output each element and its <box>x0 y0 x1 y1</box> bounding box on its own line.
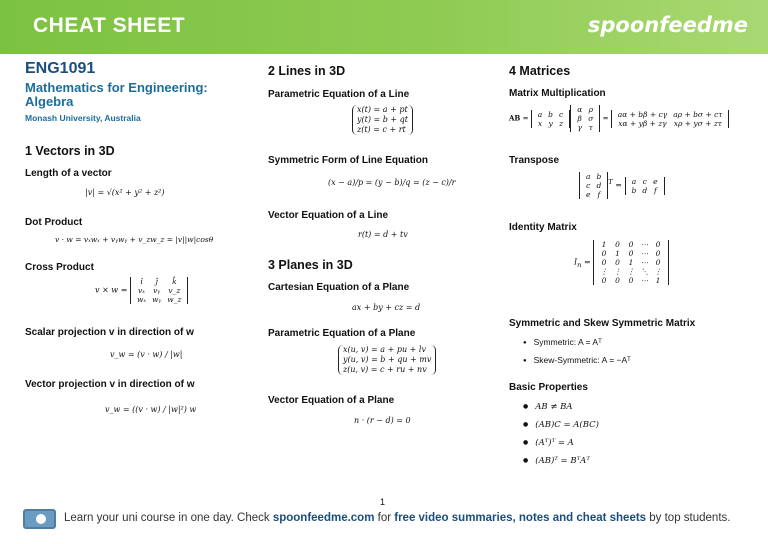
vector-proj-eq: v_w = ((v · w) / |w|²) w <box>105 405 197 414</box>
footer-text: Learn your uni course in one day. Check spoonfeedme.com for free video summaries, notes and cheat sheets by top students. <box>64 512 731 524</box>
skew-item: ● Skew-Symmetric: A = −Aᵀ <box>523 355 631 365</box>
section-lines: 2 Lines in 3D <box>268 64 346 78</box>
column-3 <box>509 60 759 480</box>
cross-matrix: î ĵ k̂ vₓ vᵧ v_z wₓ wᵧ w_z <box>130 277 188 304</box>
cross-title: Cross Product <box>25 262 94 273</box>
basic-item: ● (AB)C = A(BC) <box>523 420 599 430</box>
course-code: ENG1091 <box>25 60 96 77</box>
mult-title: Matrix Multiplication <box>509 88 606 99</box>
symmetric-eq: (x − a)/p = (y − b)/q = (z − c)/r <box>328 178 456 187</box>
basic-title: Basic Properties <box>509 382 588 393</box>
param-line-title: Parametric Equation of a Line <box>268 89 410 100</box>
symmetric-title: Symmetric Form of Line Equation <box>268 155 429 166</box>
param-line-eq: x(t) = a + pt y(t) = b + qt z(t) = c + rt <box>352 105 413 135</box>
university: Monash University, Australia <box>25 113 141 123</box>
page-number: 1 <box>380 497 386 507</box>
brand-logo[interactable]: spoonfeedme <box>587 13 748 37</box>
transpose-title: Transpose <box>509 155 560 166</box>
basic-item: ● (Aᵀ)ᵀ = A <box>523 438 574 448</box>
transpose-eq: a b c d e f $^T$ = a c e b d f <box>579 172 665 199</box>
dot-eq: v · w = vₓwₓ + vᵧwᵧ + v_zw_z = |v||w|cosθ <box>55 235 214 244</box>
length-eq: |v| = √(x² + y² + z²) <box>85 188 165 197</box>
param-plane-title: Parametric Equation of a Plane <box>268 328 416 339</box>
param-plane-eq: x(u, v) = a + pu + lv y(u, v) = b + qu + mv z(u, v) = c + ru + nv <box>338 345 436 375</box>
sym-item: ● Symmetric: A = Aᵀ <box>523 337 602 347</box>
basic-item: ● AB ≠ BA <box>523 402 573 412</box>
identity-title: Identity Matrix <box>509 222 577 233</box>
column-2 <box>268 60 500 480</box>
vector-line-eq: r(t) = d + tv <box>358 230 408 239</box>
vector-proj-title: Vector projection v in direction of w <box>25 379 195 390</box>
vector-line-title: Vector Equation of a Line <box>268 210 389 221</box>
cartesian-eq: ax + by + cz = d <box>352 303 421 312</box>
section-matrices: 4 Matrices <box>509 64 571 78</box>
cartesian-title: Cartesian Equation of a Plane <box>268 282 410 293</box>
scalar-proj-title: Scalar projection v in direction of w <box>25 327 194 338</box>
mult-eq: AB = a b c x y z α ρ β σ γ τ = aα + bβ + cγ aρ + bσ + cτ xα + yβ + zγ xρ + yσ + zτ <box>509 105 729 132</box>
cross-eq: v × w = î ĵ k̂ vₓ vᵧ v_z wₓ wᵧ w_z <box>95 277 188 304</box>
dot-title: Dot Product <box>25 217 83 228</box>
site-link[interactable]: spoonfeedme.com <box>272 512 375 524</box>
header-banner <box>0 0 768 54</box>
section-planes: 3 Planes in 3D <box>268 258 353 272</box>
basic-item: ● (AB)ᵀ = BᵀAᵀ <box>523 456 590 466</box>
scalar-proj-eq: v_w = (v · w) / |w| <box>110 350 183 359</box>
column-1 <box>25 60 257 480</box>
footer-highlight: free video summaries, notes and cheat sheets <box>394 512 647 524</box>
length-title: Length of a vector <box>25 168 112 179</box>
sym-title: Symmetric and Skew Symmetric Matrix <box>509 318 696 329</box>
vector-plane-title: Vector Equation of a Plane <box>268 395 395 406</box>
course-name: Mathematics for Engineering: Algebra <box>25 80 208 109</box>
cheat-sheet-title: CHEAT SHEET <box>33 14 186 37</box>
vector-plane-eq: n · (r − d) = 0 <box>354 416 411 425</box>
identity-eq: $I_n$ = 1 0 0 ⋯ 0 0 1 0 ⋯ 0 0 0 1 ⋯ 0 ⋮ ⋮ ⋮ ⋱ ⋮ 0 0 0 ⋯ 1 <box>574 240 669 285</box>
video-icon[interactable] <box>23 509 56 529</box>
section-vectors: 1 Vectors in 3D <box>25 144 115 158</box>
